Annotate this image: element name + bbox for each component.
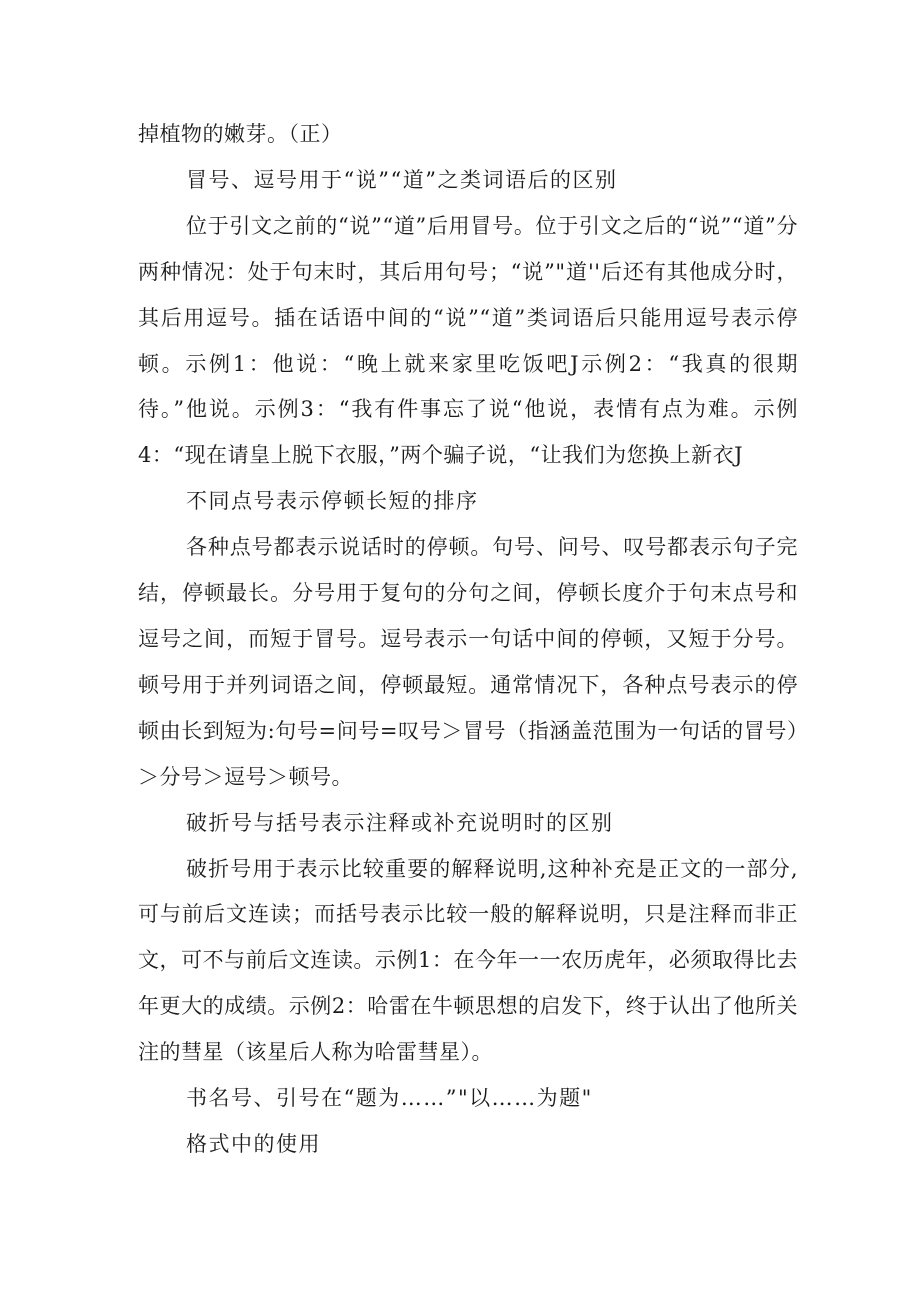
section-heading-dash-bracket: 破折号与括号表示注释或补充说明时的区别 xyxy=(186,810,614,835)
paragraph-colon-comma: 位于引文之前的“说”“道”后用冒号。位于引文之后的“说”“道”分两种情况：处于句末时，其后用句号；“说”"道''后还有其他成分时，其后用逗号。插在话语中间的“说”“道”类词语后只能用逗号表示停顿。示例1：他说：“晚上就来家里吃饭吧J示例2：“我真的很期待。”他说。示例3：“我有件事忘了说“他说，表情有点为难。示例4：“现在请皇上脱下衣服，”两个骗子说，“让我们为您换上新衣J xyxy=(138,213,798,468)
document-body xyxy=(138,112,798,1168)
section-heading-pause-order: 不同点号表示停顿长短的排序 xyxy=(186,489,479,514)
section-heading-title-marks-cont: 格式中的使用 xyxy=(186,1131,321,1156)
paragraph-continuation: 掉植物的嫩芽。（正） xyxy=(138,122,343,146)
section-heading-colon-comma: 冒号、逗号用于“说”“道”之类词语后的区别 xyxy=(186,167,618,192)
section-heading-title-marks: 书名号、引号在“题为……”"以……为题" xyxy=(186,1086,593,1111)
paragraph-pause-order: 各种点号都表示说话时的停顿。句号、问号、叹号都表示句子完结，停顿最长。分号用于复句的分句之间，停顿长度介于句末点号和逗号之间，而短于冒号。逗号表示一句话中间的停顿，又短于分号。顿号用于并列词语之间，停顿最短。通常情况下，各种点号表示的停顿由长到短为:句号=问号=叹号＞冒号（指涵盖范围为一句话的冒号）＞分号＞逗号＞顿号。 xyxy=(138,535,798,789)
paragraph-dash-bracket: 破折号用于表示比较重要的解释说明,这种补充是正文的一部分,可与前后文连读；而括号表示比较一般的解释说明，只是注释而非正文，可不与前后文连读。示例1：在今年一一农历虎年，必须取得比去年更大的成绩。示例2：哈雷在牛顿思想的启发下，终于认出了他所关注的彗星（该星后人称为哈雷彗星）。 xyxy=(138,856,798,1065)
